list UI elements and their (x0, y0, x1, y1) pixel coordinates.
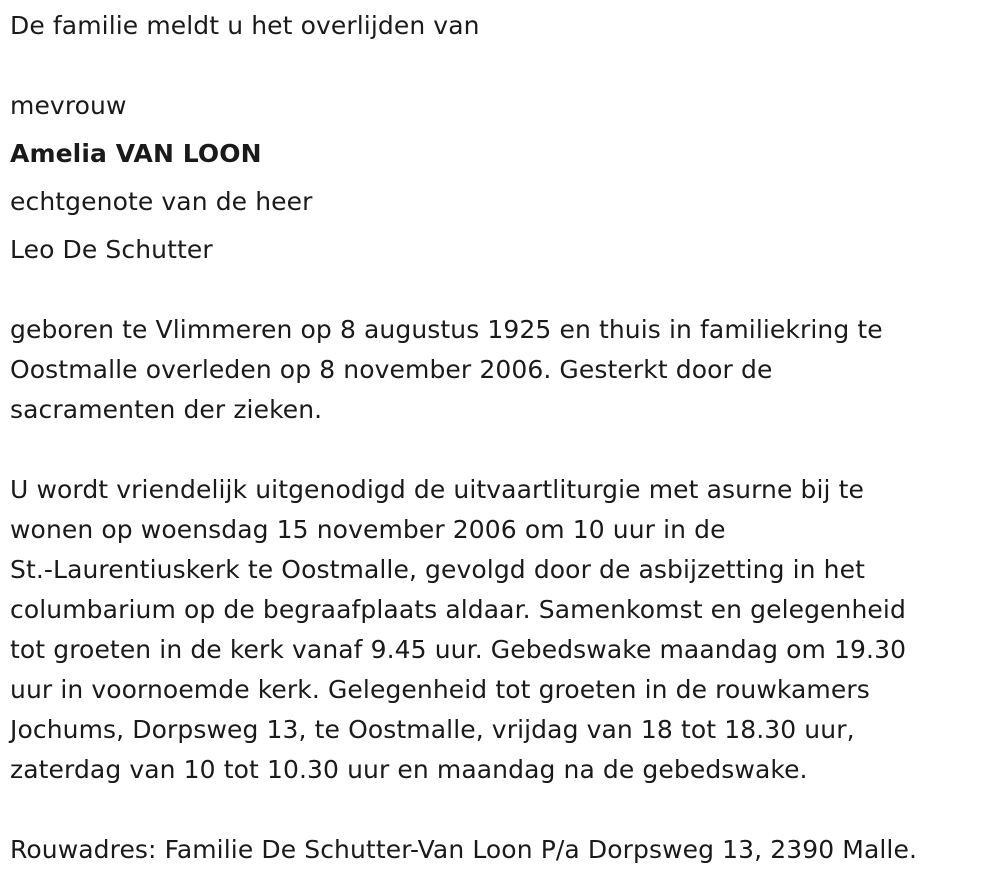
paragraph-line: sacramenten der zieken. (10, 395, 323, 424)
paragraph-line: Oostmalle overleden op 8 november 2006. Gesterkt door de (10, 355, 773, 384)
paragraph-line: wonen op woensdag 15 november 2006 om 10 uur in de (10, 515, 726, 544)
paragraph-line: geboren te Vlimmeren op 8 augustus 1925 en thuis in familiekring te (10, 315, 883, 344)
spouse-relation: echtgenote van de heer (10, 187, 313, 216)
paragraph-line: uur in voornoemde kerk. Gelegenheid tot groeten in de rouwkamers (10, 675, 870, 704)
paragraph-line: tot groeten in de kerk vanaf 9.45 uur. Gebedswake maandag om 19.30 (10, 635, 907, 664)
paragraph-line: St.-Laurentiuskerk te Oostmalle, gevolgd door de asbijzetting in het (10, 555, 865, 584)
deceased-name: Amelia VAN LOON (10, 139, 262, 168)
mourning-address: Rouwadres: Familie De Schutter-Van Loon P/a Dorpsweg 13, 2390 Malle. (10, 835, 918, 864)
paragraph-line: U wordt vriendelijk uitgenodigd de uitvaartliturgie met asurne bij te (10, 475, 864, 504)
paragraph-line: Jochums, Dorpsweg 13, te Oostmalle, vrijdag van 18 tot 18.30 uur, (10, 715, 855, 744)
spouse-name: Leo De Schutter (10, 235, 213, 264)
paragraph-line: columbarium op de begraafplaats aldaar. Samenkomst en gelegenheid (10, 595, 906, 624)
funeral-paragraph (10, 470, 985, 790)
honorific: mevrouw (10, 91, 127, 120)
intro-text: De familie meldt u het overlijden van (10, 11, 480, 40)
paragraph-line: zaterdag van 10 tot 10.30 uur en maandag na de gebedswake. (10, 755, 808, 784)
birth-paragraph (10, 310, 985, 430)
